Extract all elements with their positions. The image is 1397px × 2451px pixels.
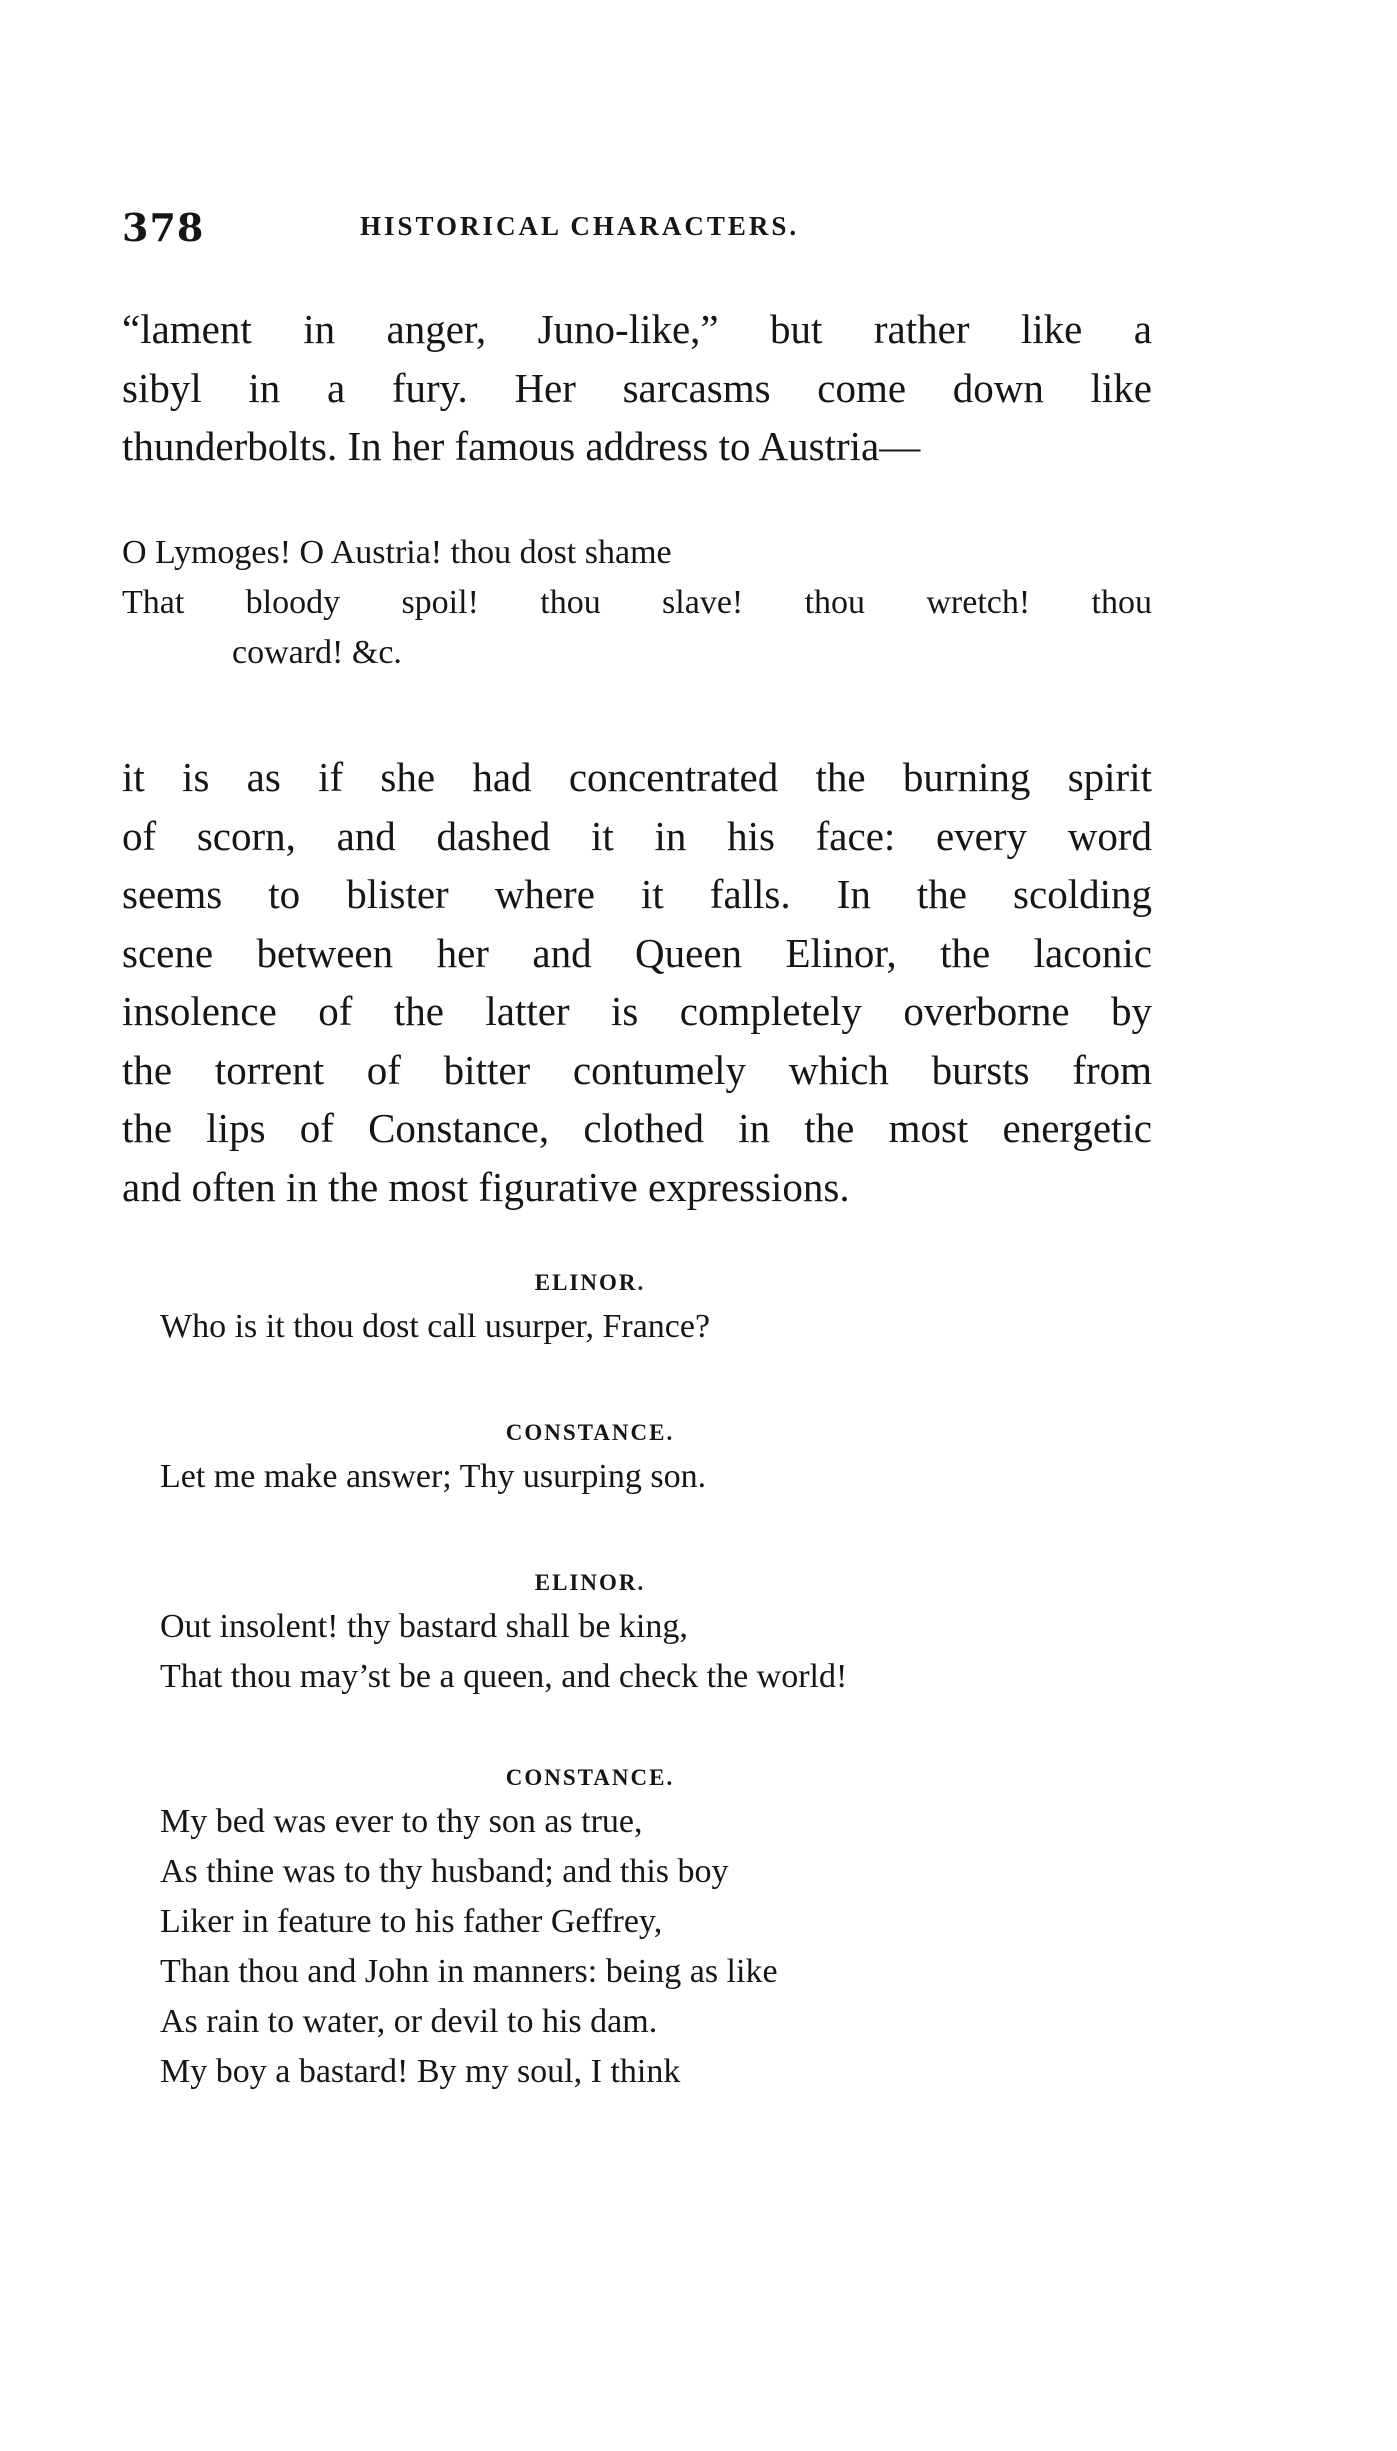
paragraph-intro	[122, 300, 1152, 476]
dialogue-constance-2	[160, 1765, 1060, 2097]
verse-line: My boy a bastard! By my soul, I think	[160, 2053, 681, 2090]
block-quote	[122, 528, 1152, 678]
verse-line: Liker in feature to his father Geffrey,	[160, 1903, 663, 1940]
verse-line: Than thou and John in manners: being as like	[160, 1953, 778, 1990]
running-head: HISTORICAL CHARACTERS.	[360, 211, 800, 241]
quote-line: coward! &c.	[232, 634, 402, 671]
page-header	[122, 205, 1152, 255]
verse-line: As rain to water, or devil to his dam.	[160, 2003, 658, 2040]
verse-line: As thine was to thy husband; and this boy	[160, 1853, 729, 1890]
dialogue-elinor-1	[160, 1270, 1060, 1352]
text-line: the lips of Constance, clothed in the most energetic	[122, 1105, 1152, 1151]
speaker-name: CONSTANCE.	[505, 1765, 675, 1790]
text-line: the torrent of bitter contumely which bursts from	[122, 1046, 1152, 1093]
quote-line: That bloody spoil! thou slave! thou wretch! thou	[122, 584, 1152, 621]
paragraph-body	[122, 748, 1152, 1216]
text-line: insolence of the latter is completely overborne by	[122, 988, 1152, 1034]
text-line: seems to blister where it falls. In the scolding	[122, 871, 1152, 917]
speaker-name: ELINOR.	[534, 1270, 646, 1295]
dialogue-constance-1	[160, 1420, 1060, 1502]
text-line: and often in the most figurative expressions.	[122, 1163, 850, 1210]
text-line: thunderbolts. In her famous address to Austria—	[122, 423, 921, 469]
text-line: of scorn, and dashed it in his face: every word	[122, 812, 1152, 859]
text-line: sibyl in a fury. Her sarcasms come down like	[122, 364, 1152, 411]
text-line: scene between her and Queen Elinor, the laconic	[122, 929, 1152, 976]
speaker-name: CONSTANCE.	[505, 1420, 675, 1445]
text-line: “lament in anger, Juno-like,” but rather like a	[122, 306, 1152, 352]
verse-line: That thou may’st be a queen, and check the world!	[160, 1658, 848, 1695]
text-line: it is as if she had concentrated the burning spirit	[122, 754, 1152, 800]
page-number: 378	[122, 205, 205, 250]
verse-line: Let me make answer; Thy usurping son.	[160, 1458, 707, 1495]
verse-line: My bed was ever to thy son as true,	[160, 1803, 643, 1840]
verse-line: Out insolent! thy bastard shall be king,	[160, 1608, 688, 1645]
dialogue-elinor-2	[160, 1570, 1060, 1702]
speaker-name: ELINOR.	[534, 1570, 646, 1595]
quote-line: O Lymoges! O Austria! thou dost shame	[122, 534, 672, 571]
verse-line: Who is it thou dost call usurper, France?	[160, 1308, 711, 1345]
